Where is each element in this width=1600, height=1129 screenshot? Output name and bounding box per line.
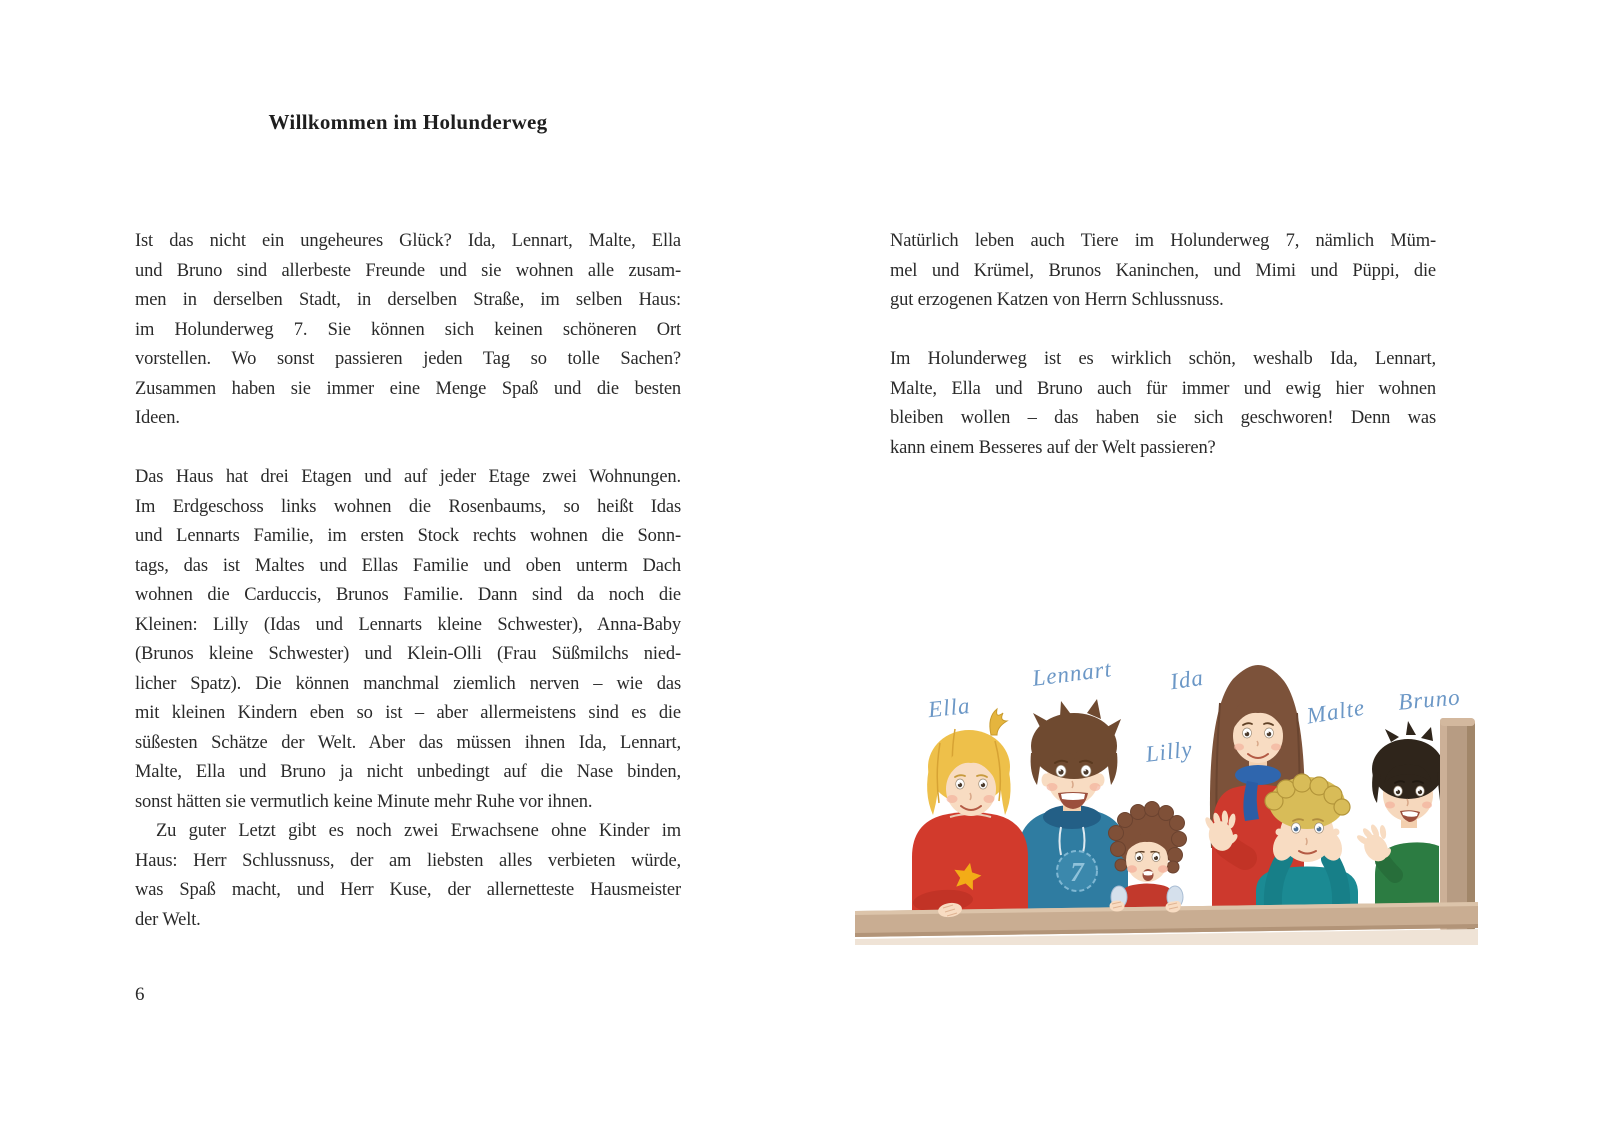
bruno-figure	[1356, 721, 1444, 923]
text-line: Ist das nicht ein ungeheures Glück? Ida, Lennart, Malte, Ella	[135, 231, 681, 251]
hair-tuft	[990, 709, 1007, 735]
text-line: licher Spatz). Die können manchmal ziemlich nerven – wie das	[135, 673, 681, 694]
chapter-heading: Willkommen im Holunderweg	[268, 110, 548, 134]
text-line: Im Holunderweg ist es wirklich schön, weshalb Ida, Lennart,	[890, 349, 1436, 369]
text-line: Im Erdgeschoss links wohnen die Rosenbaums, so heißt Idas	[135, 496, 681, 517]
wooden-post	[1440, 718, 1475, 931]
text-line: wohnen die Carduccis, Brunos Familie. Dann sind da noch die	[135, 585, 681, 605]
paragraph-3	[135, 817, 681, 935]
lennart-figure	[1017, 699, 1128, 923]
ida-scarf	[1235, 765, 1281, 785]
text-line: Zusammen haben sie immer eine Menge Spaß und die besten	[135, 378, 681, 399]
text-line: men in derselben Stadt, in derselben Straße, im selben Haus:	[135, 290, 681, 310]
text-line: sonst hätten sie vermutlich keine Minute mehr Ruhe vor ihnen.	[135, 791, 593, 812]
text-line: was Spaß macht, und Herr Kuse, der allernetteste Hausmeister	[135, 880, 681, 900]
text-line: Natürlich leben auch Tiere im Holunderweg 7, nämlich Müm-	[890, 231, 1436, 251]
text-line: und Bruno sind allerbeste Freunde und sie wohnen alle zusam-	[135, 260, 681, 281]
text-line: Malte, Ella und Bruno ja nicht unbedingt auf die Nase binden,	[135, 762, 681, 782]
paragraph-5	[890, 345, 1436, 463]
text-line: Ideen.	[135, 408, 180, 428]
badge-number: 7	[1070, 857, 1084, 887]
text-line: (Brunos kleine Schwester) und Klein-Olli (Frau Süßmilchs nied-	[135, 644, 681, 664]
text-line: süßesten Schätze der Welt. Aber das müssen ihnen Ida, Lennart,	[135, 732, 681, 753]
paragraph-1	[135, 227, 681, 434]
text-line: vorstellen. Wo sonst passieren jeden Tag so tolle Sachen?	[135, 349, 681, 369]
text-line: und Lennarts Familie, im ersten Stock rechts wohnen die Sonn-	[135, 526, 681, 546]
text-line: bleiben wollen – das haben sie sich geschworen! Denn was	[890, 408, 1436, 428]
text-line: der Welt.	[135, 909, 201, 930]
name-label-ida: Ida	[1168, 664, 1206, 695]
name-label-malte: Malte	[1304, 694, 1367, 729]
name-label-lennart: Lennart	[1030, 656, 1114, 691]
text-line: Zu guter Letzt gibt es noch zwei Erwachsene ohne Kinder im	[156, 821, 681, 841]
text-line: Haus: Herr Schlussnuss, der am liebsten alles verbieten würde,	[135, 850, 681, 871]
text-line: Malte, Ella und Bruno auch für immer und ewig hier wohnen	[890, 378, 1436, 399]
text-line: mit kleinen Kindern eben so ist – aber allermeistens sind es die	[135, 703, 681, 723]
text-line: mel und Krümel, Brunos Kaninchen, und Mimi und Püppi, die	[890, 260, 1436, 281]
name-label-bruno: Bruno	[1397, 684, 1462, 715]
text-line: gut erzogenen Katzen von Herrn Schlussnuss.	[890, 290, 1224, 310]
children-illustration	[855, 643, 1478, 945]
paragraph-4	[890, 227, 1436, 316]
text-line: im Holunderweg 7. Sie können sich keinen schöneren Ort	[135, 319, 681, 340]
paragraph-2	[135, 463, 681, 817]
name-label-lilly: Lilly	[1144, 736, 1195, 767]
text-line: Das Haus hat drei Etagen und auf jeder Etage zwei Wohnungen.	[135, 467, 681, 487]
text-line: tags, das ist Maltes und Ellas Familie und oben unterm Dach	[135, 555, 681, 576]
text-line: Kleinen: Lilly (Idas und Lennarts kleine Schwester), Anna-Baby	[135, 614, 681, 635]
left-page-text	[135, 227, 681, 935]
name-label-ella: Ella	[926, 692, 972, 723]
ella-figure	[912, 709, 1028, 923]
right-page-text	[890, 227, 1436, 463]
page-number: 6	[135, 984, 145, 1005]
text-line: kann einem Besseres auf der Welt passieren?	[890, 437, 1216, 458]
